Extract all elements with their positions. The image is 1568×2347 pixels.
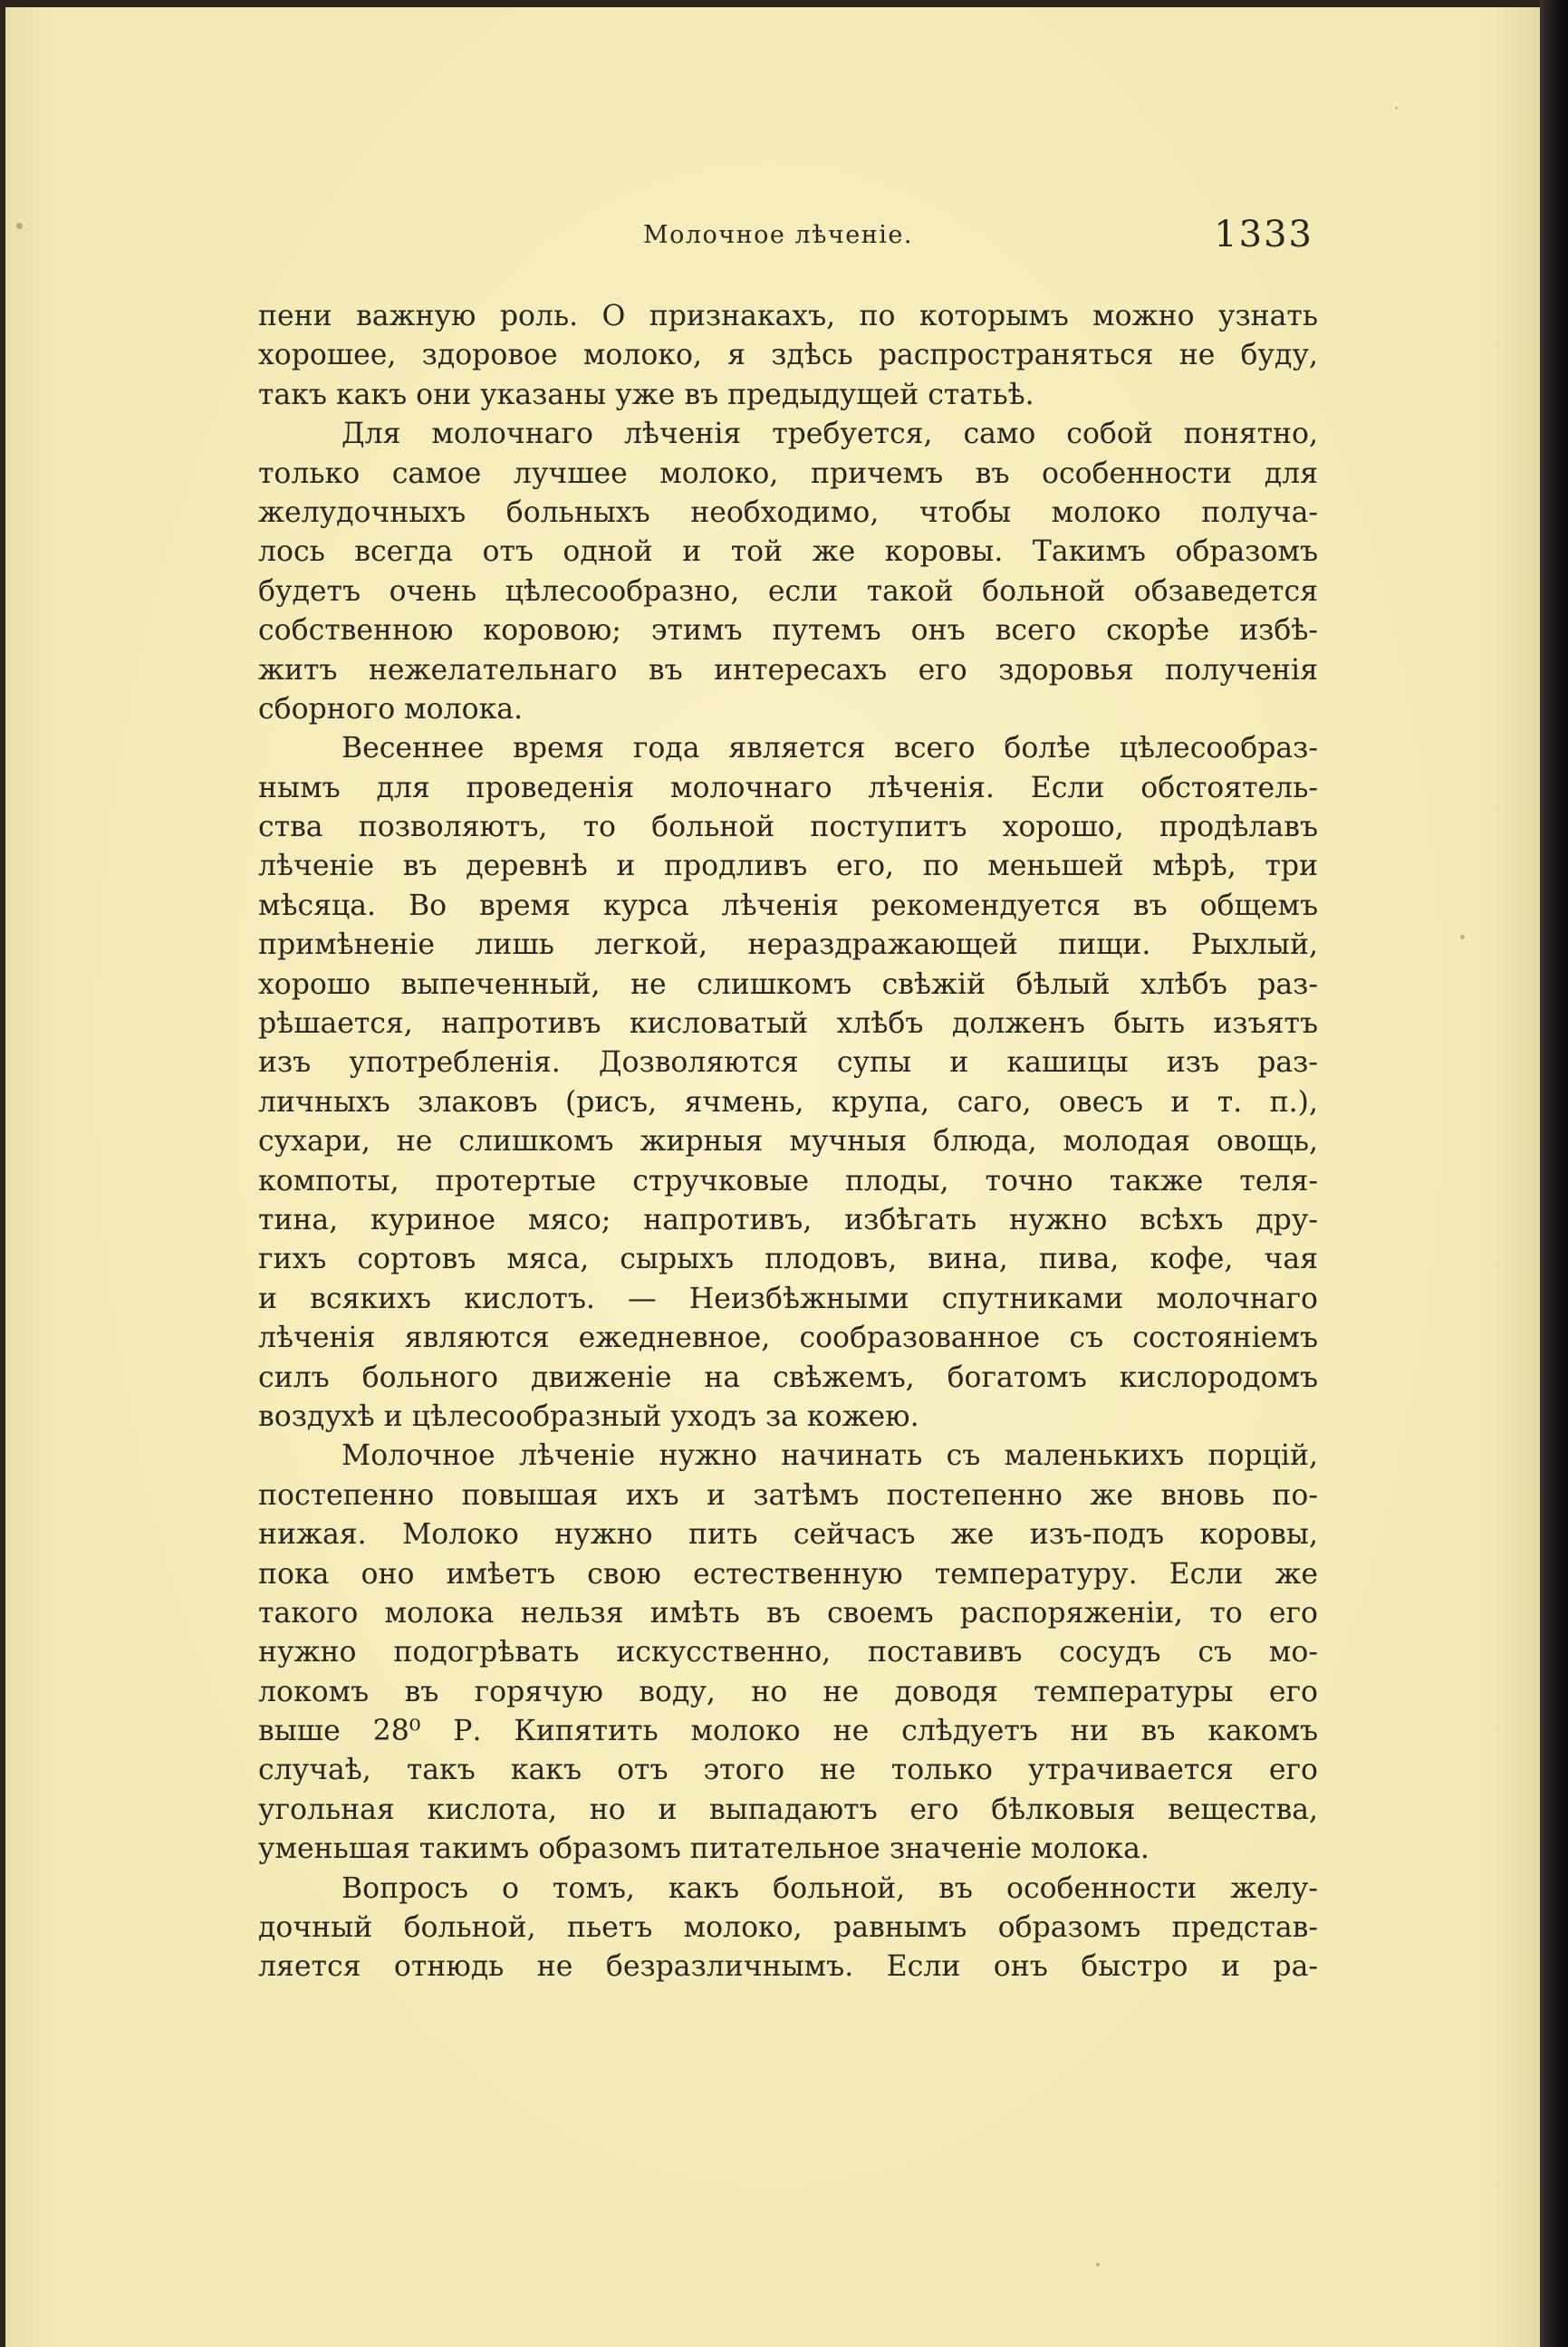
text-line: компоты, протертые стручковые плоды, точно также теля-: [258, 1164, 1318, 1198]
paper-speck: [16, 223, 23, 229]
text-line: случаѣ, такъ какъ отъ этого не только утрачивается его: [258, 1754, 1318, 1787]
text-line: примѣненіе лишь легкой, нераздражающей пищи. Рыхлый,: [258, 928, 1318, 962]
text-line: хорошее, здоровое молоко, я здѣсь распространяться не буду,: [258, 339, 1318, 372]
paper-speck: [1460, 935, 1465, 939]
paper-speck: [1096, 2263, 1100, 2266]
text-line: пока оно имѣетъ свою естественную температуру. Если же: [258, 1557, 1318, 1591]
text-line: личныхъ злаковъ (рисъ, ячмень, крупа, саго, овесъ и т. п.),: [258, 1085, 1318, 1119]
text-line: и всякихъ кислотъ. — Неизбѣжными спутниками молочнаго: [258, 1282, 1318, 1315]
text-line: сухари, не слишкомъ жирныя мучныя блюда, молодая овощь,: [258, 1125, 1318, 1159]
text-line: воздухѣ и цѣлесообразный уходъ за кожею.: [258, 1400, 919, 1433]
text-line: хорошо выпеченный, не слишкомъ свѣжій бѣлый хлѣбъ раз-: [258, 967, 1318, 1001]
page-header: [263, 214, 1313, 268]
text-line: только самое лучшее молоко, причемъ въ особенности для: [258, 457, 1318, 490]
text-line: выше 28⁰ Р. Кипятить молоко не слѣдуетъ ни въ какомъ: [258, 1715, 1318, 1748]
body-text: [258, 297, 1318, 1987]
text-line: ляется отнюдь не безразличнымъ. Если онъ быстро и ра-: [258, 1950, 1318, 1984]
text-line: угольная кислота, но и выпадаютъ его бѣлковыя вещества,: [258, 1793, 1318, 1826]
text-line: уменьшая такимъ образомъ питательное значеніе молока.: [258, 1832, 1150, 1866]
text-line: рѣшается, напротивъ кисловатый хлѣбъ долженъ быть изъятъ: [258, 1007, 1318, 1041]
text-line: желудочныхъ больныхъ необходимо, чтобы молоко получа-: [258, 495, 1318, 529]
text-line: ства позволяютъ, то больной поступитъ хорошо, продѣлавъ: [258, 811, 1318, 844]
text-line: гихъ сортовъ мяса, сырыхъ плодовъ, вина, пива, кофе, чая: [258, 1243, 1318, 1276]
text-line: Вопросъ о томъ, какъ больной, въ особенности желу-: [341, 1871, 1318, 1905]
text-line: пени важную роль. О признакахъ, по которымъ можно узнать: [258, 300, 1318, 332]
text-line: Весеннее время года является всего болѣе цѣлесообраз-: [341, 732, 1318, 765]
text-line: мѣсяца. Во время курса лѣченія рекомендуется въ общемъ: [258, 889, 1318, 922]
text-line: такъ какъ они указаны уже въ предыдущей статьѣ.: [258, 378, 1034, 411]
text-line: изъ употребленія. Дозволяются супы и кашицы изъ раз-: [258, 1046, 1318, 1080]
text-line: собственною коровою; этимъ путемъ онъ всего скорѣе избѣ-: [258, 614, 1318, 648]
text-line: дочный больной, пьетъ молоко, равнымъ образомъ представ-: [258, 1911, 1318, 1945]
page-number: 1333: [1214, 214, 1313, 255]
text-line: такого молока нельзя имѣть въ своемъ распоряженіи, то его: [258, 1596, 1318, 1630]
text-line: нымъ для проведенія молочнаго лѣченія. Если обстоятель-: [258, 771, 1318, 804]
text-line: житъ нежелательнаго въ интересахъ его здоровья полученія: [258, 653, 1318, 687]
text-line: лѣченіе въ деревнѣ и продливъ его, по меньшей мѣрѣ, три: [258, 850, 1318, 883]
text-line: будетъ очень цѣлесообразно, если такой больной обзаведется: [258, 574, 1318, 608]
text-line: Молочное лѣченіе нужно начинать съ маленькихъ порцій,: [341, 1439, 1318, 1473]
text-line: постепенно повышая ихъ и затѣмъ постепенно же вновь по-: [258, 1478, 1318, 1512]
running-head: Молочное лѣченіе.: [643, 221, 913, 249]
text-line: сборного молока.: [258, 692, 524, 726]
text-line: локомъ въ горячую воду, но не доводя температуры его: [258, 1675, 1318, 1708]
text-line: нужно подогрѣвать искусственно, поставивъ сосудъ съ мо-: [258, 1636, 1318, 1669]
text-line: лѣченія являются ежедневное, сообразованное съ состояніемъ: [258, 1322, 1318, 1355]
text-line: нижая. Молоко нужно пить сейчасъ же изъ-подъ коровы,: [258, 1518, 1318, 1552]
text-line: тина, куриное мясо; напротивъ, избѣгать нужно всѣхъ дру-: [258, 1203, 1318, 1236]
text-line: лось всегда отъ одной и той же коровы. Такимъ образомъ: [258, 535, 1318, 569]
text-line: Для молочнаго лѣченія требуется, само собой понятно,: [341, 418, 1318, 451]
paper-speck: [1395, 107, 1398, 110]
text-line: силъ больного движеніе на свѣжемъ, богатомъ кислородомъ: [258, 1361, 1318, 1394]
scan-edge: [1540, 0, 1568, 2347]
